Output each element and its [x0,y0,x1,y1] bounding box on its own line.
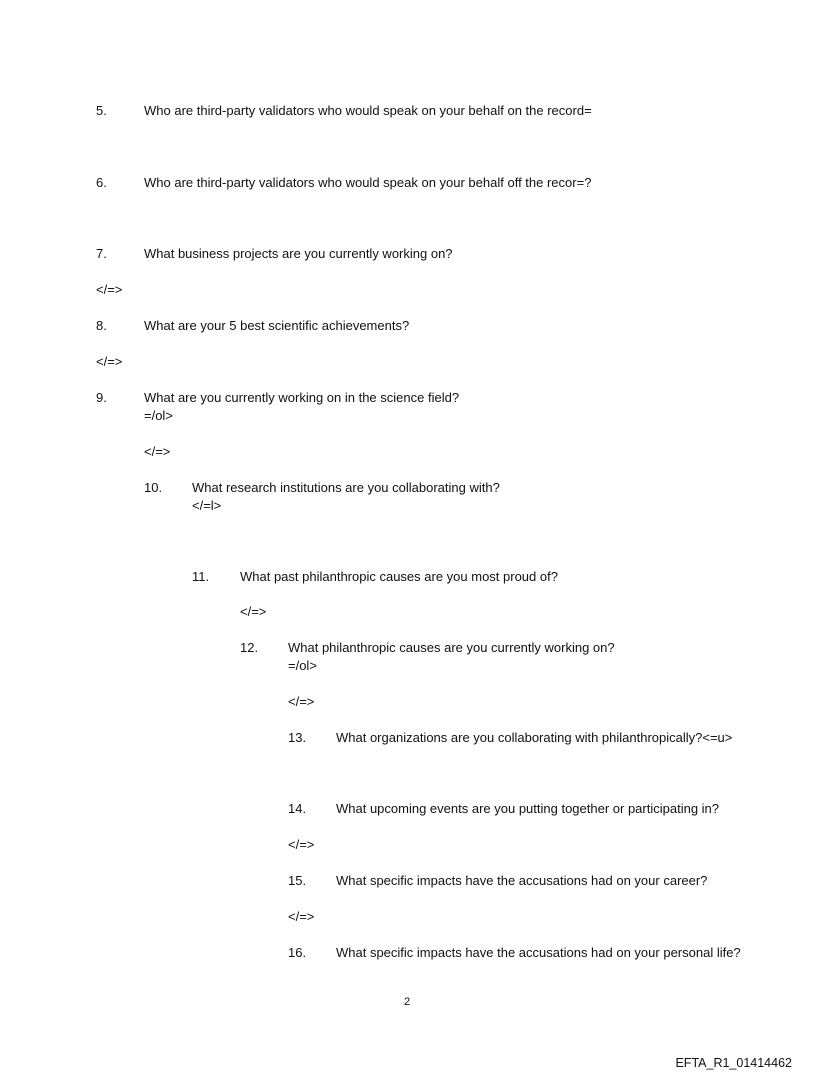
markup-artifact: </=> [288,909,315,924]
question-text: Who are third-party validators who would speak on your behalf off the recor=? [144,175,592,190]
question-number: 9. [96,390,107,405]
question-number: 11. [192,569,210,584]
document-id: EFTA_R1_01414462 [675,1056,792,1070]
question-number: 10. [144,480,163,495]
question-text: What business projects are you currently working on? [144,246,453,261]
question-number: 8. [96,318,107,333]
markup-artifact: </=> [240,604,267,619]
question-number: 7. [96,246,107,261]
question-number: 14. [288,801,307,816]
markup-artifact: </=> [288,694,315,709]
question-text: What are you currently working on in the science field? [144,390,460,405]
question-text: What are your 5 best scientific achievements? [144,318,410,333]
question-text: Who are third-party validators who would speak on your behalf on the record= [144,103,592,118]
markup-artifact: </=> [144,444,171,459]
question-text: What research institutions are you collaborating with? [192,480,500,495]
question-text: What upcoming events are you putting together or participating in? [336,801,720,816]
markup-artifact: </=> [96,354,123,369]
question-text: What philanthropic causes are you currently working on? [288,640,615,655]
question-number: 16. [288,945,307,960]
page-number: 2 [404,996,411,1008]
question-number: 15. [288,873,307,888]
question-number: 13. [288,730,307,745]
question-text: What specific impacts have the accusations had on your personal life? [336,945,741,960]
question-text: What specific impacts have the accusations had on your career? [336,873,708,888]
markup-artifact: </=l> [192,498,222,513]
question-text: What organizations are you collaborating with philanthropically?<=u> [336,730,733,745]
question-number: 6. [96,175,107,190]
markup-artifact: </=> [96,282,123,297]
question-number: 5. [96,103,107,118]
markup-artifact: =/ol> [288,658,317,673]
question-text: What past philanthropic causes are you most proud of? [240,569,558,584]
markup-artifact: =/ol> [144,408,173,423]
markup-artifact: </=> [288,837,315,852]
question-number: 12. [240,640,259,655]
